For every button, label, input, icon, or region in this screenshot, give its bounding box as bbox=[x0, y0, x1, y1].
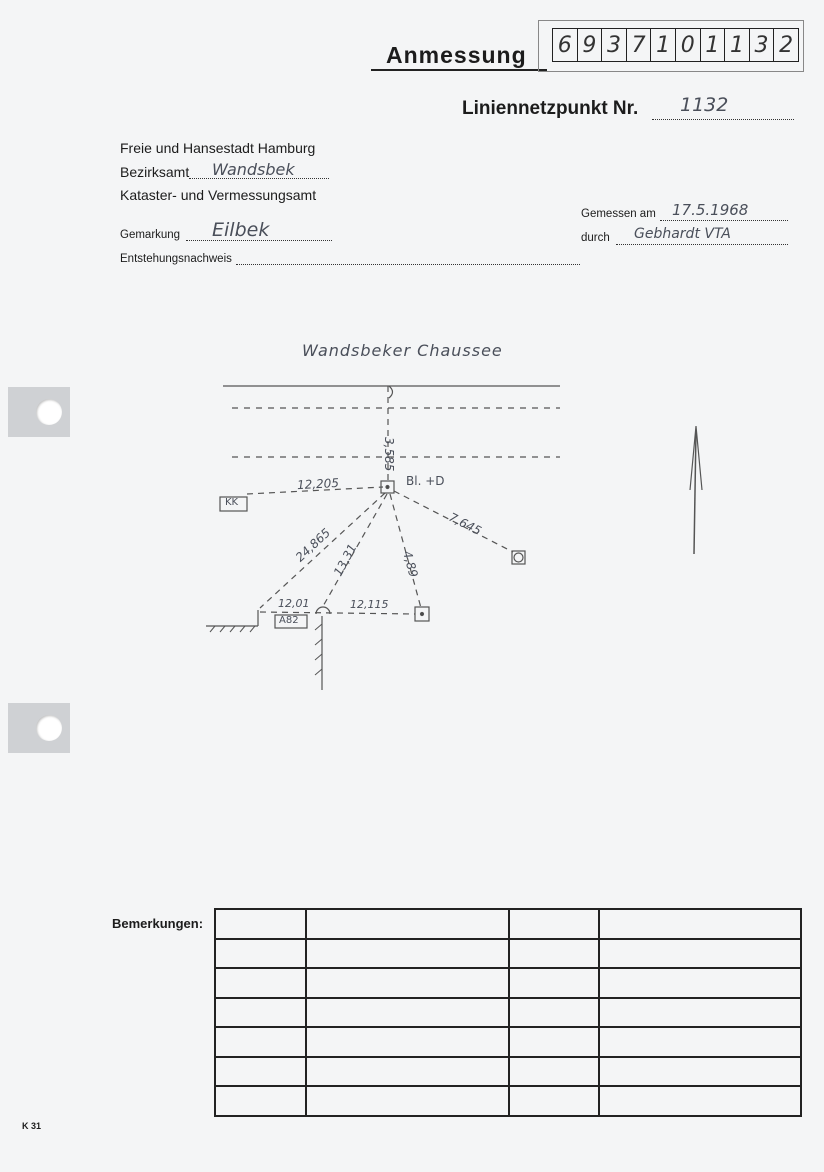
remarks-cell bbox=[509, 968, 599, 998]
id-digit: 3 bbox=[750, 29, 775, 61]
dist-bottom-right: 12,115 bbox=[350, 598, 389, 611]
id-digit: 3 bbox=[602, 29, 627, 61]
remarks-cell bbox=[599, 968, 801, 998]
liniennetzpunkt-value: 1132 bbox=[680, 94, 729, 116]
form-code: K 31 bbox=[22, 1121, 42, 1131]
remarks-cell bbox=[599, 1027, 801, 1057]
remarks-cell bbox=[306, 998, 509, 1028]
gemessen-label: Gemessen am bbox=[581, 208, 656, 220]
remarks-cell bbox=[509, 998, 599, 1028]
dist-diag-mid: 13,31 bbox=[330, 541, 360, 579]
id-digit: 1 bbox=[651, 29, 676, 61]
remarks-cell bbox=[215, 998, 306, 1028]
durch-value: Gebhardt VTA bbox=[634, 226, 731, 242]
remarks-cell bbox=[306, 1086, 509, 1116]
remarks-table bbox=[214, 908, 802, 1117]
line-diag-long bbox=[260, 493, 385, 608]
remarks-cell bbox=[215, 939, 306, 969]
gemessen-value: 17.5.1968 bbox=[672, 201, 749, 219]
remarks-cell bbox=[306, 1057, 509, 1087]
remarks-cell bbox=[599, 909, 801, 939]
dist-bottom-left: 12,01 bbox=[278, 597, 310, 610]
remarks-cell bbox=[599, 1086, 801, 1116]
remarks-cell bbox=[215, 1057, 306, 1087]
form-title: Anmessung bbox=[386, 42, 527, 68]
bezirksamt-value: Wandsbek bbox=[212, 160, 295, 179]
remarks-cell bbox=[509, 1086, 599, 1116]
remarks-row bbox=[215, 909, 801, 939]
remarks-cell bbox=[306, 909, 509, 939]
id-digit: 2 bbox=[779, 32, 794, 58]
authority-line3: Kataster- und Vermessungsamt bbox=[120, 187, 317, 203]
remarks-cell bbox=[306, 939, 509, 969]
remarks-cell bbox=[215, 968, 306, 998]
street-name: Wandsbeker Chaussee bbox=[302, 341, 503, 360]
remarks-row bbox=[215, 1086, 801, 1116]
right-point-circle bbox=[514, 553, 523, 562]
gemarkung-value: Eilbek bbox=[212, 219, 270, 241]
remarks-row bbox=[215, 939, 801, 969]
remarks-cell bbox=[306, 1027, 509, 1057]
remarks-cell bbox=[599, 939, 801, 969]
remarks-label: Bemerkungen: bbox=[112, 916, 204, 931]
remarks-row bbox=[215, 968, 801, 998]
bottom-measure-line bbox=[260, 612, 415, 614]
remarks-cell bbox=[215, 1086, 306, 1116]
remarks-cell bbox=[509, 1057, 599, 1087]
dist-kk: 12,205 bbox=[296, 475, 340, 493]
remarks-cell bbox=[509, 1027, 599, 1057]
remarks-cell bbox=[215, 909, 306, 939]
id-digit: 0 bbox=[676, 29, 701, 61]
bezirksamt-label: Bezirksamt bbox=[120, 164, 190, 180]
id-digit: 9 bbox=[578, 29, 603, 61]
station-arc bbox=[389, 386, 393, 398]
a82-label: A82 bbox=[279, 615, 299, 626]
dist-diag-long: 24,865 bbox=[292, 525, 334, 565]
remarks-cell bbox=[599, 998, 801, 1028]
remarks-cell bbox=[215, 1027, 306, 1057]
remarks-cell bbox=[509, 909, 599, 939]
liniennetzpunkt-label: Liniennetzpunkt Nr. bbox=[462, 98, 639, 119]
dist-diag-right: 4,89 bbox=[400, 549, 421, 579]
remarks-cell bbox=[306, 968, 509, 998]
durch-label: durch bbox=[581, 232, 610, 244]
kk-label: KK bbox=[225, 497, 239, 508]
distance-vertical: 3,585 bbox=[382, 437, 396, 472]
remarks-cell bbox=[599, 1057, 801, 1087]
remarks-cell bbox=[509, 939, 599, 969]
dist-right: 7,645 bbox=[446, 509, 484, 539]
id-digit: 1 bbox=[725, 29, 750, 61]
remarks-row bbox=[215, 1057, 801, 1087]
remarks-row bbox=[215, 998, 801, 1028]
authority-line1: Freie und Hansestadt Hamburg bbox=[120, 140, 316, 156]
id-digit: 7 bbox=[627, 29, 652, 61]
gemarkung-label: Gemarkung bbox=[120, 229, 181, 241]
remarks-row bbox=[215, 1027, 801, 1057]
entstehung-label: Entstehungsnachweis bbox=[120, 253, 232, 265]
id-digit: 6 bbox=[553, 29, 578, 61]
id-digit: 1 bbox=[701, 29, 726, 61]
point-label: Bl. +D bbox=[406, 474, 445, 488]
